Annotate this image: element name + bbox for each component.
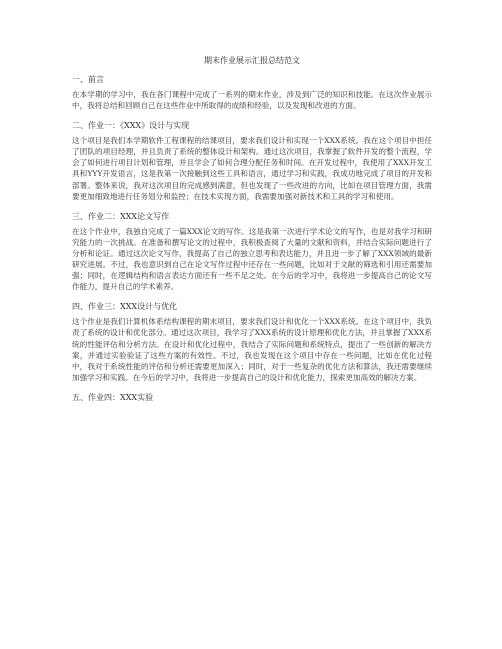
section-heading-assignment-3: 四、作业三：XXX设计与优化: [72, 302, 178, 312]
section-heading-assignment-1: 二、作业一：《XXX》设计与实现: [72, 121, 190, 131]
section-heading-assignment-4: 五、作业四：XXX实验: [72, 392, 154, 402]
section-body-assignment-2: 在这个作业中，我独自完成了一篇XXX论文的写作。这是我第一次进行学术论文的写作，也是对我学习和研究能力的一次挑战。在准备和撰写论文的过程中，我积极查阅了大量的文献和资料，并结合实际问题进行了分析和论证。通过这次论文写作，我提高了自己的独立思考和表达能力，并且进一步了解了XXX领域的最新研究进展。不过，我也意识到自己在论文写作过程中还存在一些问题，比如对于文献的筛选和引用还需要加强；同时，在逻辑结构和语言表达方面还有一些不足之处。在今后的学习中，我将进一步提高自己的论文写作能力，提升自己的学术素养。: [72, 226, 432, 292]
section-body-assignment-1: 这个项目是我们本学期软件工程课程的结课项目，要求我们设计和实现一个XXX系统。我在这个项目中担任了团队的项目经理，并且负责了系统的整体设计和架构。通过这次项目，我掌握了软件开发的整个流程，学会了如何进行项目计划和管理，并且学会了如何合理分配任务和时间。在开发过程中，我使用了XXX开发工具和YYY开发语言，这是我第一次接触到这些工具和语言，通过学习和实践，我成功地完成了项目的开发和部署。整体来说，我对这次项目的完成感到满意，但也发现了一些改进的方向，比如在项目管理方面，我需要更加细致地进行任务划分和监控；在技术实现方面，我需要加强对新技术和工具的学习和使用。: [72, 136, 432, 201]
section-heading-assignment-2: 三、作业二：XXX论文写作: [72, 211, 170, 221]
document-page: [72, 56, 432, 407]
section-body-preface: 在本学期的学习中，我在各门课程中完成了一系列的期末作业，涉及到广泛的知识和技能。在这次作业展示中，我将总结和回顾自己在这些作业中所取得的成绩和经验，以及发现和改进的方面。: [72, 90, 432, 111]
section-body-assignment-3: 这个作业是我们计算机体系结构课程的期末项目，要求我们设计和优化一个XXX系统。在这个项目中，我负责了系统的设计和优化部分。通过这次项目，我学习了XXX系统的设计原理和优化方法，并且掌握了XXX系统的性能评估和分析方法。在设计和优化过程中，我结合了实际问题和系统特点，提出了一些创新的解决方案，并通过实验验证了这些方案的有效性。不过，我也发现在这个项目中存在一些问题，比如在优化过程中，我对于系统性能的评估和分析还需要更加深入；同时，对于一些复杂的优化方法和算法，我还需要继续加强学习和实践。在今后的学习中，我将进一步提高自己的设计和优化能力，探索更加高效的解决方案。: [72, 317, 432, 382]
document-title: 期末作业展示汇报总结范文: [204, 56, 300, 65]
section-heading-preface: 一、前言: [72, 75, 104, 84]
